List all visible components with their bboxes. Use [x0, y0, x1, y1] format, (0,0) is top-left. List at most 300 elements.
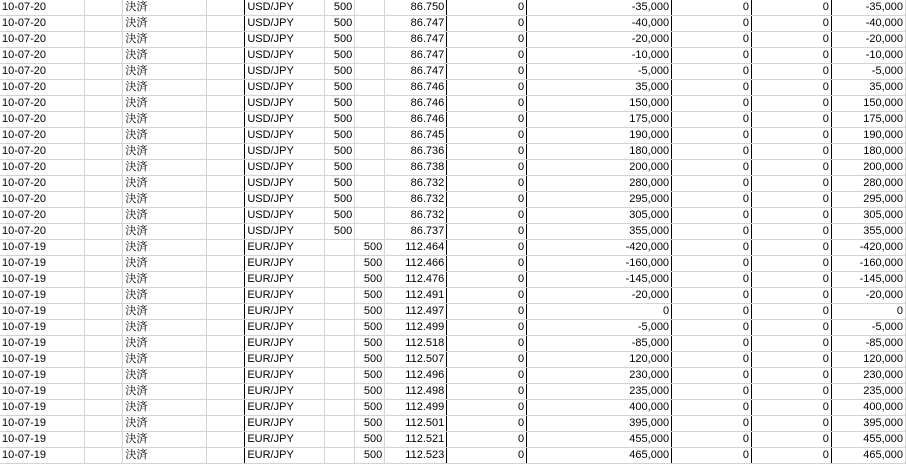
cell-date[interactable]: 10-07-19 — [0, 256, 85, 272]
cell-commission[interactable]: 0 — [672, 400, 752, 416]
cell-rate[interactable]: 112.498 — [385, 384, 447, 400]
cell-date[interactable]: 10-07-20 — [0, 96, 85, 112]
cell-sell-qty[interactable]: 500 — [325, 176, 355, 192]
cell-buy-qty[interactable] — [355, 192, 385, 208]
cell-blank[interactable] — [85, 160, 123, 176]
cell-blank[interactable] — [85, 208, 123, 224]
cell-other[interactable]: 0 — [751, 64, 831, 80]
cell-blank[interactable] — [207, 32, 245, 48]
cell-rate[interactable]: 86.732 — [385, 176, 447, 192]
cell-sell-qty[interactable] — [325, 368, 355, 384]
cell-rate[interactable]: 112.497 — [385, 304, 447, 320]
cell-sell-qty[interactable]: 500 — [325, 144, 355, 160]
cell-total[interactable]: 355,000 — [831, 224, 905, 240]
cell-rate[interactable]: 112.523 — [385, 448, 447, 464]
cell-commission[interactable]: 0 — [672, 48, 752, 64]
cell-blank[interactable] — [207, 352, 245, 368]
cell-swap[interactable]: 0 — [447, 304, 527, 320]
cell-blank[interactable] — [85, 432, 123, 448]
cell-currency-pair[interactable]: EUR/JPY — [245, 256, 325, 272]
cell-commission[interactable]: 0 — [672, 416, 752, 432]
cell-profit-loss[interactable]: -5,000 — [527, 64, 672, 80]
cell-profit-loss[interactable]: -145,000 — [527, 272, 672, 288]
cell-buy-qty[interactable] — [355, 208, 385, 224]
cell-sell-qty[interactable] — [325, 448, 355, 464]
cell-commission[interactable]: 0 — [672, 128, 752, 144]
cell-total[interactable]: -20,000 — [831, 288, 905, 304]
cell-currency-pair[interactable]: USD/JPY — [245, 192, 325, 208]
cell-commission[interactable]: 0 — [672, 96, 752, 112]
cell-trade-type[interactable]: 決済 — [123, 352, 207, 368]
cell-other[interactable]: 0 — [751, 352, 831, 368]
cell-sell-qty[interactable] — [325, 240, 355, 256]
cell-sell-qty[interactable] — [325, 400, 355, 416]
cell-currency-pair[interactable]: EUR/JPY — [245, 384, 325, 400]
cell-swap[interactable]: 0 — [447, 128, 527, 144]
cell-swap[interactable]: 0 — [447, 32, 527, 48]
cell-swap[interactable]: 0 — [447, 320, 527, 336]
cell-blank[interactable] — [85, 16, 123, 32]
cell-currency-pair[interactable]: USD/JPY — [245, 0, 325, 16]
cell-trade-type[interactable]: 決済 — [123, 368, 207, 384]
cell-sell-qty[interactable] — [325, 416, 355, 432]
cell-blank[interactable] — [207, 256, 245, 272]
cell-trade-type[interactable]: 決済 — [123, 432, 207, 448]
cell-sell-qty[interactable]: 500 — [325, 224, 355, 240]
cell-blank[interactable] — [85, 288, 123, 304]
cell-currency-pair[interactable]: EUR/JPY — [245, 288, 325, 304]
cell-buy-qty[interactable] — [355, 96, 385, 112]
cell-trade-type[interactable]: 決済 — [123, 384, 207, 400]
cell-other[interactable]: 0 — [751, 400, 831, 416]
cell-sell-qty[interactable]: 500 — [325, 192, 355, 208]
cell-blank[interactable] — [85, 304, 123, 320]
cell-blank[interactable] — [85, 48, 123, 64]
cell-sell-qty[interactable]: 500 — [325, 80, 355, 96]
cell-total[interactable]: 465,000 — [831, 448, 905, 464]
cell-trade-type[interactable]: 決済 — [123, 96, 207, 112]
cell-other[interactable]: 0 — [751, 448, 831, 464]
cell-swap[interactable]: 0 — [447, 16, 527, 32]
cell-blank[interactable] — [85, 320, 123, 336]
cell-buy-qty[interactable]: 500 — [355, 256, 385, 272]
cell-swap[interactable]: 0 — [447, 160, 527, 176]
cell-rate[interactable]: 112.464 — [385, 240, 447, 256]
cell-blank[interactable] — [207, 48, 245, 64]
cell-trade-type[interactable]: 決済 — [123, 64, 207, 80]
cell-blank[interactable] — [207, 240, 245, 256]
cell-other[interactable]: 0 — [751, 80, 831, 96]
cell-profit-loss[interactable]: -20,000 — [527, 288, 672, 304]
cell-commission[interactable]: 0 — [672, 336, 752, 352]
cell-currency-pair[interactable]: USD/JPY — [245, 48, 325, 64]
cell-date[interactable]: 10-07-19 — [0, 336, 85, 352]
cell-sell-qty[interactable] — [325, 336, 355, 352]
cell-other[interactable]: 0 — [751, 176, 831, 192]
cell-buy-qty[interactable]: 500 — [355, 336, 385, 352]
cell-buy-qty[interactable]: 500 — [355, 432, 385, 448]
cell-rate[interactable]: 86.750 — [385, 0, 447, 16]
cell-currency-pair[interactable]: EUR/JPY — [245, 304, 325, 320]
cell-rate[interactable]: 112.499 — [385, 320, 447, 336]
cell-swap[interactable]: 0 — [447, 352, 527, 368]
cell-blank[interactable] — [85, 352, 123, 368]
cell-date[interactable]: 10-07-19 — [0, 288, 85, 304]
cell-blank[interactable] — [207, 416, 245, 432]
cell-commission[interactable]: 0 — [672, 32, 752, 48]
cell-swap[interactable]: 0 — [447, 224, 527, 240]
cell-currency-pair[interactable]: USD/JPY — [245, 112, 325, 128]
cell-buy-qty[interactable]: 500 — [355, 272, 385, 288]
cell-blank[interactable] — [207, 112, 245, 128]
cell-sell-qty[interactable]: 500 — [325, 208, 355, 224]
cell-trade-type[interactable]: 決済 — [123, 208, 207, 224]
cell-rate[interactable]: 86.746 — [385, 96, 447, 112]
cell-profit-loss[interactable]: 35,000 — [527, 80, 672, 96]
cell-rate[interactable]: 86.732 — [385, 192, 447, 208]
cell-buy-qty[interactable] — [355, 160, 385, 176]
cell-other[interactable]: 0 — [751, 0, 831, 16]
cell-swap[interactable]: 0 — [447, 96, 527, 112]
cell-profit-loss[interactable]: 175,000 — [527, 112, 672, 128]
cell-sell-qty[interactable]: 500 — [325, 112, 355, 128]
cell-profit-loss[interactable]: 400,000 — [527, 400, 672, 416]
cell-currency-pair[interactable]: EUR/JPY — [245, 336, 325, 352]
cell-total[interactable]: -40,000 — [831, 16, 905, 32]
cell-blank[interactable] — [207, 144, 245, 160]
cell-sell-qty[interactable] — [325, 256, 355, 272]
cell-blank[interactable] — [207, 160, 245, 176]
cell-total[interactable]: 200,000 — [831, 160, 905, 176]
cell-blank[interactable] — [85, 400, 123, 416]
cell-blank[interactable] — [85, 416, 123, 432]
cell-trade-type[interactable]: 決済 — [123, 240, 207, 256]
cell-other[interactable]: 0 — [751, 320, 831, 336]
cell-profit-loss[interactable]: 395,000 — [527, 416, 672, 432]
cell-blank[interactable] — [85, 112, 123, 128]
cell-profit-loss[interactable]: -10,000 — [527, 48, 672, 64]
cell-buy-qty[interactable]: 500 — [355, 368, 385, 384]
cell-date[interactable]: 10-07-19 — [0, 352, 85, 368]
cell-profit-loss[interactable]: -40,000 — [527, 16, 672, 32]
cell-rate[interactable]: 86.738 — [385, 160, 447, 176]
cell-other[interactable]: 0 — [751, 16, 831, 32]
cell-date[interactable]: 10-07-19 — [0, 240, 85, 256]
cell-date[interactable]: 10-07-19 — [0, 304, 85, 320]
cell-buy-qty[interactable]: 500 — [355, 400, 385, 416]
cell-sell-qty[interactable] — [325, 288, 355, 304]
cell-total[interactable]: 305,000 — [831, 208, 905, 224]
cell-blank[interactable] — [85, 368, 123, 384]
cell-rate[interactable]: 112.507 — [385, 352, 447, 368]
cell-rate[interactable]: 112.466 — [385, 256, 447, 272]
cell-currency-pair[interactable]: USD/JPY — [245, 144, 325, 160]
cell-trade-type[interactable]: 決済 — [123, 416, 207, 432]
cell-trade-type[interactable]: 決済 — [123, 256, 207, 272]
cell-date[interactable]: 10-07-20 — [0, 176, 85, 192]
cell-total[interactable]: -20,000 — [831, 32, 905, 48]
cell-total[interactable]: 230,000 — [831, 368, 905, 384]
cell-other[interactable]: 0 — [751, 304, 831, 320]
cell-date[interactable]: 10-07-20 — [0, 80, 85, 96]
cell-rate[interactable]: 86.747 — [385, 64, 447, 80]
cell-currency-pair[interactable]: EUR/JPY — [245, 400, 325, 416]
cell-blank[interactable] — [207, 64, 245, 80]
cell-trade-type[interactable]: 決済 — [123, 448, 207, 464]
cell-blank[interactable] — [85, 224, 123, 240]
cell-trade-type[interactable]: 決済 — [123, 192, 207, 208]
cell-total[interactable]: 0 — [831, 304, 905, 320]
cell-blank[interactable] — [207, 432, 245, 448]
cell-rate[interactable]: 86.746 — [385, 112, 447, 128]
cell-date[interactable]: 10-07-20 — [0, 16, 85, 32]
cell-commission[interactable]: 0 — [672, 352, 752, 368]
cell-rate[interactable]: 86.736 — [385, 144, 447, 160]
cell-currency-pair[interactable]: EUR/JPY — [245, 368, 325, 384]
cell-commission[interactable]: 0 — [672, 368, 752, 384]
cell-trade-type[interactable]: 決済 — [123, 288, 207, 304]
cell-sell-qty[interactable] — [325, 432, 355, 448]
cell-date[interactable]: 10-07-19 — [0, 368, 85, 384]
cell-swap[interactable]: 0 — [447, 272, 527, 288]
cell-total[interactable]: 395,000 — [831, 416, 905, 432]
cell-commission[interactable]: 0 — [672, 240, 752, 256]
cell-swap[interactable]: 0 — [447, 144, 527, 160]
cell-other[interactable]: 0 — [751, 144, 831, 160]
cell-profit-loss[interactable]: 0 — [527, 304, 672, 320]
cell-total[interactable]: 235,000 — [831, 384, 905, 400]
cell-swap[interactable]: 0 — [447, 432, 527, 448]
cell-sell-qty[interactable] — [325, 320, 355, 336]
cell-commission[interactable]: 0 — [672, 16, 752, 32]
cell-rate[interactable]: 86.747 — [385, 48, 447, 64]
cell-total[interactable]: -5,000 — [831, 64, 905, 80]
cell-blank[interactable] — [85, 384, 123, 400]
cell-blank[interactable] — [207, 400, 245, 416]
cell-blank[interactable] — [207, 128, 245, 144]
cell-profit-loss[interactable]: 295,000 — [527, 192, 672, 208]
cell-blank[interactable] — [85, 448, 123, 464]
cell-total[interactable]: -160,000 — [831, 256, 905, 272]
cell-buy-qty[interactable] — [355, 32, 385, 48]
cell-swap[interactable]: 0 — [447, 336, 527, 352]
cell-trade-type[interactable]: 決済 — [123, 224, 207, 240]
cell-trade-type[interactable]: 決済 — [123, 304, 207, 320]
cell-currency-pair[interactable]: USD/JPY — [245, 16, 325, 32]
cell-currency-pair[interactable]: USD/JPY — [245, 128, 325, 144]
cell-other[interactable]: 0 — [751, 160, 831, 176]
cell-sell-qty[interactable]: 500 — [325, 128, 355, 144]
cell-swap[interactable]: 0 — [447, 416, 527, 432]
cell-total[interactable]: 280,000 — [831, 176, 905, 192]
cell-currency-pair[interactable]: USD/JPY — [245, 80, 325, 96]
cell-commission[interactable]: 0 — [672, 80, 752, 96]
cell-trade-type[interactable]: 決済 — [123, 400, 207, 416]
cell-blank[interactable] — [207, 368, 245, 384]
cell-swap[interactable]: 0 — [447, 0, 527, 16]
cell-rate[interactable]: 86.746 — [385, 80, 447, 96]
cell-commission[interactable]: 0 — [672, 208, 752, 224]
cell-total[interactable]: 455,000 — [831, 432, 905, 448]
cell-currency-pair[interactable]: EUR/JPY — [245, 240, 325, 256]
cell-profit-loss[interactable]: 180,000 — [527, 144, 672, 160]
cell-commission[interactable]: 0 — [672, 112, 752, 128]
cell-total[interactable]: -5,000 — [831, 320, 905, 336]
cell-profit-loss[interactable]: -160,000 — [527, 256, 672, 272]
cell-commission[interactable]: 0 — [672, 0, 752, 16]
cell-profit-loss[interactable]: 190,000 — [527, 128, 672, 144]
cell-buy-qty[interactable]: 500 — [355, 448, 385, 464]
cell-other[interactable]: 0 — [751, 336, 831, 352]
cell-trade-type[interactable]: 決済 — [123, 144, 207, 160]
cell-commission[interactable]: 0 — [672, 160, 752, 176]
cell-date[interactable]: 10-07-19 — [0, 384, 85, 400]
cell-other[interactable]: 0 — [751, 256, 831, 272]
cell-trade-type[interactable]: 決済 — [123, 16, 207, 32]
cell-buy-qty[interactable] — [355, 80, 385, 96]
cell-currency-pair[interactable]: USD/JPY — [245, 224, 325, 240]
cell-commission[interactable]: 0 — [672, 64, 752, 80]
cell-other[interactable]: 0 — [751, 368, 831, 384]
cell-buy-qty[interactable] — [355, 64, 385, 80]
cell-date[interactable]: 10-07-19 — [0, 448, 85, 464]
cell-sell-qty[interactable] — [325, 384, 355, 400]
cell-profit-loss[interactable]: -420,000 — [527, 240, 672, 256]
cell-blank[interactable] — [207, 288, 245, 304]
cell-date[interactable]: 10-07-19 — [0, 416, 85, 432]
cell-total[interactable]: 150,000 — [831, 96, 905, 112]
cell-currency-pair[interactable]: USD/JPY — [245, 176, 325, 192]
cell-date[interactable]: 10-07-19 — [0, 272, 85, 288]
cell-blank[interactable] — [207, 208, 245, 224]
cell-profit-loss[interactable]: 455,000 — [527, 432, 672, 448]
cell-rate[interactable]: 86.745 — [385, 128, 447, 144]
cell-currency-pair[interactable]: USD/JPY — [245, 32, 325, 48]
cell-other[interactable]: 0 — [751, 32, 831, 48]
cell-other[interactable]: 0 — [751, 48, 831, 64]
cell-blank[interactable] — [85, 32, 123, 48]
cell-other[interactable]: 0 — [751, 432, 831, 448]
cell-trade-type[interactable]: 決済 — [123, 320, 207, 336]
cell-commission[interactable]: 0 — [672, 384, 752, 400]
cell-blank[interactable] — [85, 256, 123, 272]
cell-trade-type[interactable]: 決済 — [123, 32, 207, 48]
cell-rate[interactable]: 86.747 — [385, 16, 447, 32]
cell-profit-loss[interactable]: 280,000 — [527, 176, 672, 192]
cell-currency-pair[interactable]: EUR/JPY — [245, 448, 325, 464]
cell-buy-qty[interactable] — [355, 144, 385, 160]
cell-profit-loss[interactable]: 200,000 — [527, 160, 672, 176]
cell-rate[interactable]: 112.501 — [385, 416, 447, 432]
cell-blank[interactable] — [207, 80, 245, 96]
cell-total[interactable]: -420,000 — [831, 240, 905, 256]
cell-blank[interactable] — [85, 192, 123, 208]
cell-profit-loss[interactable]: 150,000 — [527, 96, 672, 112]
cell-buy-qty[interactable]: 500 — [355, 416, 385, 432]
cell-blank[interactable] — [85, 80, 123, 96]
cell-currency-pair[interactable]: EUR/JPY — [245, 320, 325, 336]
cell-blank[interactable] — [85, 176, 123, 192]
cell-swap[interactable]: 0 — [447, 368, 527, 384]
cell-buy-qty[interactable]: 500 — [355, 240, 385, 256]
cell-other[interactable]: 0 — [751, 96, 831, 112]
cell-total[interactable]: 190,000 — [831, 128, 905, 144]
cell-total[interactable]: -35,000 — [831, 0, 905, 16]
cell-profit-loss[interactable]: 235,000 — [527, 384, 672, 400]
cell-blank[interactable] — [207, 336, 245, 352]
cell-profit-loss[interactable]: 305,000 — [527, 208, 672, 224]
cell-total[interactable]: -85,000 — [831, 336, 905, 352]
cell-trade-type[interactable]: 決済 — [123, 160, 207, 176]
cell-date[interactable]: 10-07-20 — [0, 192, 85, 208]
cell-blank[interactable] — [207, 304, 245, 320]
cell-date[interactable]: 10-07-20 — [0, 128, 85, 144]
cell-sell-qty[interactable]: 500 — [325, 16, 355, 32]
cell-total[interactable]: 120,000 — [831, 352, 905, 368]
cell-blank[interactable] — [207, 224, 245, 240]
cell-commission[interactable]: 0 — [672, 288, 752, 304]
cell-swap[interactable]: 0 — [447, 256, 527, 272]
cell-buy-qty[interactable] — [355, 224, 385, 240]
cell-trade-type[interactable]: 決済 — [123, 176, 207, 192]
cell-blank[interactable] — [85, 128, 123, 144]
cell-currency-pair[interactable]: USD/JPY — [245, 160, 325, 176]
cell-date[interactable]: 10-07-20 — [0, 0, 85, 16]
cell-buy-qty[interactable]: 500 — [355, 304, 385, 320]
cell-rate[interactable]: 86.732 — [385, 208, 447, 224]
cell-date[interactable]: 10-07-19 — [0, 432, 85, 448]
cell-blank[interactable] — [85, 272, 123, 288]
cell-swap[interactable]: 0 — [447, 112, 527, 128]
cell-date[interactable]: 10-07-20 — [0, 208, 85, 224]
cell-total[interactable]: 180,000 — [831, 144, 905, 160]
cell-sell-qty[interactable]: 500 — [325, 96, 355, 112]
cell-profit-loss[interactable]: -85,000 — [527, 336, 672, 352]
cell-sell-qty[interactable] — [325, 272, 355, 288]
cell-total[interactable]: 295,000 — [831, 192, 905, 208]
cell-swap[interactable]: 0 — [447, 48, 527, 64]
cell-commission[interactable]: 0 — [672, 256, 752, 272]
cell-rate[interactable]: 112.518 — [385, 336, 447, 352]
cell-buy-qty[interactable] — [355, 48, 385, 64]
cell-profit-loss[interactable]: 355,000 — [527, 224, 672, 240]
cell-blank[interactable] — [85, 336, 123, 352]
cell-swap[interactable]: 0 — [447, 384, 527, 400]
cell-swap[interactable]: 0 — [447, 192, 527, 208]
cell-date[interactable]: 10-07-20 — [0, 144, 85, 160]
cell-sell-qty[interactable]: 500 — [325, 160, 355, 176]
cell-other[interactable]: 0 — [751, 384, 831, 400]
cell-trade-type[interactable]: 決済 — [123, 336, 207, 352]
cell-trade-type[interactable]: 決済 — [123, 48, 207, 64]
cell-rate[interactable]: 112.499 — [385, 400, 447, 416]
cell-trade-type[interactable]: 決済 — [123, 0, 207, 16]
cell-swap[interactable]: 0 — [447, 448, 527, 464]
cell-other[interactable]: 0 — [751, 224, 831, 240]
cell-other[interactable]: 0 — [751, 112, 831, 128]
cell-other[interactable]: 0 — [751, 128, 831, 144]
cell-swap[interactable]: 0 — [447, 240, 527, 256]
cell-trade-type[interactable]: 決済 — [123, 80, 207, 96]
cell-blank[interactable] — [85, 96, 123, 112]
cell-buy-qty[interactable]: 500 — [355, 384, 385, 400]
cell-buy-qty[interactable] — [355, 128, 385, 144]
cell-currency-pair[interactable]: EUR/JPY — [245, 272, 325, 288]
cell-blank[interactable] — [207, 96, 245, 112]
cell-profit-loss[interactable]: -35,000 — [527, 0, 672, 16]
cell-blank[interactable] — [207, 384, 245, 400]
cell-commission[interactable]: 0 — [672, 272, 752, 288]
